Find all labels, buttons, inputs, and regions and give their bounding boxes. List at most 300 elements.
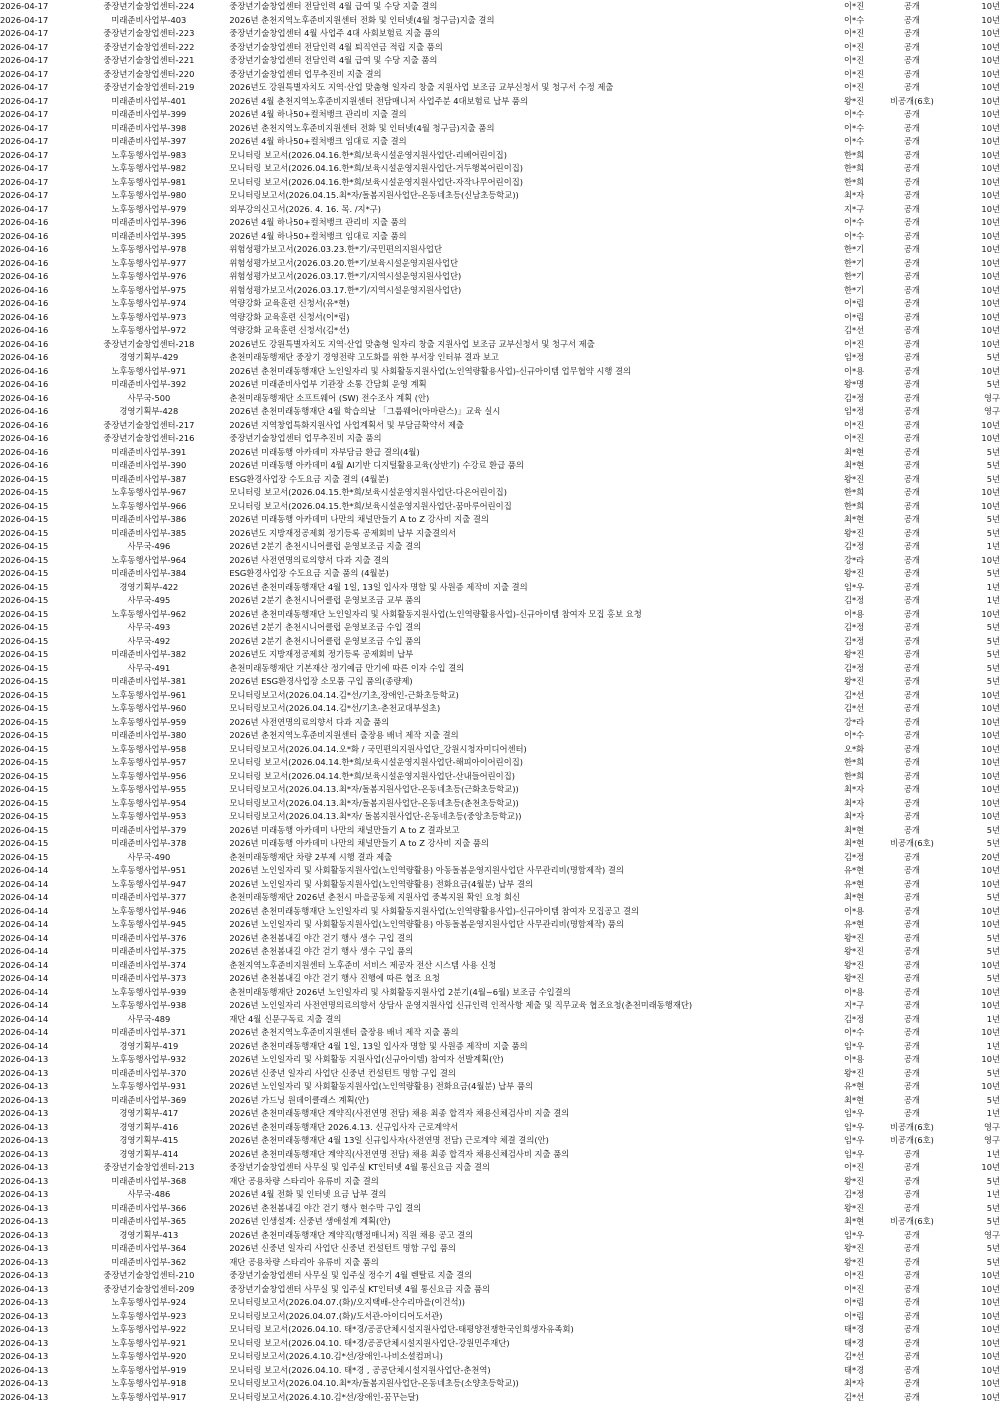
doc-date: 2026-04-13 [0, 1378, 49, 1388]
table-row [0, 459, 1000, 473]
table-row [0, 1229, 1000, 1243]
doc-number: 노후동행사업부-917 [111, 1391, 187, 1402]
author-name: 유*현 [844, 919, 865, 929]
doc-date: 2026-04-15 [0, 595, 49, 605]
table-row [0, 608, 1000, 622]
disclosure-status: 공개 [903, 1040, 920, 1051]
disclosure-status: 공개 [903, 554, 920, 565]
doc-date: 2026-04-13 [0, 1337, 49, 1348]
author-name: 이*림 [844, 1297, 865, 1307]
table-row [0, 1053, 1000, 1067]
table-row [0, 1242, 1000, 1256]
author-name: 김*정 [844, 1013, 865, 1024]
author-name: 임*우 [844, 1040, 865, 1051]
disclosure-status: 공개 [903, 892, 920, 902]
doc-title: 2026년 신중년 일자리 사업단 신중년 컨설턴트 명함 구입 결의 [229, 1067, 456, 1078]
disclosure-status: 공개 [903, 1351, 920, 1361]
disclosure-status: 공개 [903, 379, 920, 389]
doc-date: 2026-04-15 [0, 851, 49, 862]
author-name: 왕*진 [844, 1067, 865, 1078]
doc-number: 노후동행사업부-923 [111, 1310, 187, 1321]
doc-title: 춘천미래동행재단 소프트웨어 (SW) 전수조사 계획 (안) [229, 392, 430, 403]
doc-title: 역량강화 교육훈련 신청서(유*현) [229, 298, 350, 308]
retention-period: 10년 [981, 1297, 1000, 1307]
doc-date: 2026-04-15 [0, 784, 49, 794]
table-row [0, 81, 1000, 95]
doc-number: 사무국-492 [127, 635, 171, 646]
doc-date: 2026-04-17 [0, 109, 49, 119]
author-name: 김*선 [844, 325, 865, 335]
doc-title: 모니터링보고서(2026.04.15.최*자/돌봄지원사업단-온동네초등(신남초등학교)) [229, 190, 519, 200]
table-row [0, 432, 1000, 446]
retention-period: 10년 [981, 338, 1000, 349]
doc-date: 2026-04-13 [0, 1121, 49, 1132]
table-row [0, 1161, 1000, 1175]
doc-number: 노후동행사업부-956 [111, 770, 187, 781]
doc-title: 2026년도 지방재정공제회 정기등록 공제회비 납부 지출결의서 [229, 527, 457, 538]
doc-number: 미래준비사업부-399 [111, 109, 187, 119]
retention-period: 10년 [981, 608, 1000, 619]
doc-number: 미래준비사업부-381 [111, 676, 187, 686]
disclosure-status: 공개 [903, 1283, 920, 1294]
author-name: 김*선 [844, 703, 865, 713]
author-name: 이*림 [844, 1310, 865, 1321]
doc-title: 2026년 춘천미래동행재단 4월 1일, 13일 입사자 명함 및 사원증 제작비 지출 결의 [229, 581, 528, 592]
doc-number: 중장년기술창업센터-210 [103, 1270, 195, 1280]
doc-date: 2026-04-13 [0, 1202, 49, 1213]
doc-title: 2026년 4월 하나50+컬처뱅크 임대료 지출 품의 [229, 230, 407, 241]
retention-period: 10년 [981, 14, 1000, 25]
doc-number: 중장년기술창업센터-224 [103, 1, 195, 11]
table-row [0, 1107, 1000, 1121]
retention-period: 1년 [986, 595, 1000, 605]
doc-number: 미래준비사업부-362 [111, 1256, 187, 1267]
doc-number: 미래준비사업부-374 [111, 959, 187, 970]
table-row [0, 581, 1000, 595]
author-name: 왕*진 [844, 95, 865, 106]
author-name: 이*수 [844, 109, 865, 119]
doc-title: 재단 4월 신문구독료 지출 결의 [229, 1013, 342, 1024]
table-row [0, 689, 1000, 703]
retention-period: 10년 [981, 82, 1000, 92]
retention-period: 영구 [983, 1229, 1000, 1240]
disclosure-status: 공개 [903, 662, 920, 673]
retention-period: 10년 [981, 703, 1000, 713]
doc-date: 2026-04-14 [0, 892, 49, 902]
doc-number: 미래준비사업부-379 [111, 824, 187, 835]
table-row [0, 554, 1000, 568]
doc-date: 2026-04-15 [0, 730, 49, 740]
doc-title: 위험성평가보고서(2026.03.17.한*기/지역시설운영지원사업단) [229, 284, 462, 295]
doc-date: 2026-04-15 [0, 824, 49, 835]
disclosure-status: 공개 [903, 986, 920, 997]
disclosure-status: 공개 [903, 1162, 920, 1172]
table-row [0, 338, 1000, 352]
doc-date: 2026-04-16 [0, 230, 49, 241]
doc-number: 경영기획부-429 [119, 352, 179, 362]
table-row [0, 189, 1000, 203]
doc-date: 2026-04-14 [0, 959, 49, 970]
doc-number: 중장년기술창업센터-221 [103, 55, 195, 65]
doc-date: 2026-04-13 [0, 1270, 49, 1280]
table-row [0, 162, 1000, 176]
author-name: 이*진 [844, 433, 865, 443]
retention-period: 영구 [983, 406, 1000, 416]
doc-title: 모니터링보고서(2026.4.10.김*선/장애인-나비소셜컴퍼니) [229, 1351, 443, 1361]
table-row [0, 1364, 1000, 1378]
retention-period: 5년 [986, 622, 1000, 632]
retention-period: 10년 [981, 1310, 1000, 1321]
doc-number: 중장년기술창업센터-216 [103, 433, 195, 443]
disclosure-status: 공개 [903, 473, 920, 484]
table-row [0, 311, 1000, 325]
disclosure-status: 공개 [903, 1067, 920, 1078]
doc-number: 노후동행사업부-932 [111, 1054, 187, 1064]
retention-period: 5년 [986, 568, 1000, 578]
doc-number: 노후동행사업부-978 [111, 244, 187, 254]
retention-period: 5년 [986, 514, 1000, 524]
table-row [0, 797, 1000, 811]
retention-period: 10년 [981, 1364, 1000, 1375]
doc-number: 미래준비사업부-401 [111, 95, 187, 106]
disclosure-status: 공개 [903, 244, 920, 254]
doc-title: 중장년기술창업센터 4월 사업주 4대 사회보험료 지출 품의 [229, 28, 441, 38]
disclosure-status: 공개 [903, 635, 920, 646]
disclosure-status: 비공개(6호) [890, 838, 934, 848]
author-name: 김*정 [844, 851, 865, 862]
author-name: 태*경 [844, 1337, 865, 1348]
disclosure-status: 공개 [903, 676, 920, 686]
table-row [0, 54, 1000, 68]
author-name: 최*현 [844, 892, 865, 902]
table-row [0, 108, 1000, 122]
doc-date: 2026-04-16 [0, 298, 49, 308]
doc-number: 미래준비사업부-386 [111, 514, 187, 524]
disclosure-status: 공개 [903, 257, 920, 268]
doc-date: 2026-04-13 [0, 1243, 49, 1253]
doc-date: 2026-04-15 [0, 743, 49, 754]
retention-period: 10년 [981, 797, 1000, 808]
retention-period: 5년 [986, 676, 1000, 686]
doc-date: 2026-04-15 [0, 838, 49, 848]
doc-title: 2026년 춘천미래동행재단 노인일자리 및 사회활동지원사업(노인역량활용사업)-신규아이템 참여자 모집 홍보 요청 [229, 608, 642, 619]
retention-period: 5년 [986, 973, 1000, 983]
doc-title: 2026년 신중년 일자리 사업단 신중년 컨설턴트 명함 구입 품의 [229, 1243, 456, 1253]
disclosure-status: 공개 [903, 946, 920, 956]
retention-period: 10년 [981, 770, 1000, 781]
doc-date: 2026-04-16 [0, 244, 49, 254]
retention-period: 5년 [986, 1175, 1000, 1186]
doc-title: 모니터링 보고서(2026.04.14.한*희/보육시설운영지원사업단-산내들어린이집) [229, 770, 515, 781]
doc-date: 2026-04-13 [0, 1162, 49, 1172]
retention-period: 10년 [981, 986, 1000, 997]
doc-number: 미래준비사업부-368 [111, 1175, 187, 1186]
disclosure-status: 공개 [903, 419, 920, 430]
author-name: 이*진 [844, 82, 865, 92]
disclosure-status: 공개 [903, 1175, 920, 1186]
doc-number: 중장년기술창업센터-209 [103, 1283, 195, 1294]
doc-title: 2026년 춘천미래동행재단 노인일자리 및 사회활동지원사업(노인역량활용사업)-신규아이템 업무협약 시행 결의 [229, 365, 632, 376]
disclosure-status: 공개 [903, 122, 920, 133]
disclosure-status: 공개 [903, 406, 920, 416]
table-row [0, 257, 1000, 271]
author-name: 김*정 [844, 1189, 865, 1199]
table-row [0, 527, 1000, 541]
doc-date: 2026-04-17 [0, 203, 49, 214]
retention-period: 10년 [981, 311, 1000, 322]
doc-number: 노후동행사업부-980 [111, 190, 187, 200]
doc-number: 미래준비사업부-369 [111, 1094, 187, 1105]
disclosure-status: 공개 [903, 230, 920, 241]
doc-title: 2026년 춘천미래동행재단 4월 학습의날 「그룹웨어(아마란스)」교육 실시 [229, 406, 501, 416]
retention-period: 5년 [986, 473, 1000, 484]
doc-date: 2026-04-13 [0, 1310, 49, 1321]
doc-date: 2026-04-14 [0, 1027, 49, 1037]
doc-number: 미래준비사업부-387 [111, 473, 187, 484]
doc-date: 2026-04-16 [0, 257, 49, 268]
retention-period: 10년 [981, 203, 1000, 214]
doc-title: 2026년 미래준비사업부 기관장 소통 간담회 운영 계획 [229, 379, 427, 389]
doc-title: 2026년 2분기 춘천시니어클럽 운영보조금 수입 품의 [229, 635, 422, 646]
doc-title: 2026년 노인일자리 및 사회활동지원사업(노인역량활용) 전화요금(4월분) 납부 결의 [229, 878, 533, 889]
table-row [0, 824, 1000, 838]
disclosure-status: 공개 [903, 865, 920, 875]
author-name: 임*우 [844, 1108, 865, 1118]
doc-number: 경영기획부-422 [119, 581, 179, 592]
doc-date: 2026-04-14 [0, 973, 49, 983]
doc-date: 2026-04-16 [0, 325, 49, 335]
author-name: 이*용 [844, 986, 865, 997]
table-row [0, 365, 1000, 379]
doc-date: 2026-04-14 [0, 905, 49, 916]
author-name: 이*수 [844, 136, 865, 146]
doc-title: 2026년 ESG환경사업장 소모품 구입 품의(종량제) [229, 676, 413, 686]
doc-title: 2026년 춘천봄내길 야간 걷기 행사 생수 구입 품의 [229, 946, 414, 956]
table-row [0, 540, 1000, 554]
author-name: 김*정 [844, 635, 865, 646]
retention-period: 1년 [986, 1108, 1000, 1118]
table-row [0, 1350, 1000, 1364]
doc-title: 모니터링보고서(2026.04.07.(화)/도서관-아이디어도서관) [229, 1310, 443, 1321]
doc-number: 노후동행사업부-979 [111, 203, 187, 214]
author-name: 지*구 [844, 1000, 865, 1010]
doc-title: 모니터링보고서(2026.04.13.최*자/ 돌봄지원사업단-온동네초등(중앙초등학교)) [229, 811, 522, 821]
doc-number: 미래준비사업부-376 [111, 932, 187, 943]
author-name: 한*희 [844, 757, 865, 767]
doc-date: 2026-04-14 [0, 878, 49, 889]
doc-title: 중장년기술창업센터 전담인력 4월 급여 및 수당 지출 품의 [229, 55, 438, 65]
table-row [0, 756, 1000, 770]
table-row [0, 594, 1000, 608]
disclosure-status: 공개 [903, 82, 920, 92]
doc-number: 미래준비사업부-396 [111, 217, 187, 227]
author-name: 최*현 [844, 460, 865, 470]
doc-number: 노후동행사업부-955 [111, 784, 187, 794]
author-name: 유*현 [844, 878, 865, 889]
doc-date: 2026-04-15 [0, 662, 49, 673]
doc-title: 역량강화 교육훈련 신청서(김*선) [229, 325, 350, 335]
disclosure-status: 공개 [903, 325, 920, 335]
doc-number: 미래준비사업부-366 [111, 1202, 187, 1213]
disclosure-status: 공개 [903, 1081, 920, 1091]
retention-period: 10년 [981, 730, 1000, 740]
author-name: 이*수 [844, 1027, 865, 1037]
doc-title: 2026년도 강원특별자치도 지역·산업 맞춤형 일자리 창출 지원사업 보조금 교부신청서 및 청구서 수정 제출 [229, 82, 614, 92]
table-row [0, 1269, 1000, 1283]
doc-date: 2026-04-15 [0, 500, 49, 511]
table-row [0, 513, 1000, 527]
doc-date: 2026-04-14 [0, 932, 49, 943]
author-name: 한*희 [844, 149, 865, 160]
retention-period: 10년 [981, 919, 1000, 929]
doc-number: 경영기획부-428 [119, 406, 179, 416]
doc-date: 2026-04-15 [0, 514, 49, 524]
doc-date: 2026-04-16 [0, 433, 49, 443]
disclosure-status: 공개 [903, 298, 920, 308]
disclosure-status: 공개 [903, 446, 920, 457]
disclosure-status: 공개 [903, 1000, 920, 1010]
table-row [0, 621, 1000, 635]
author-name: 최*자 [844, 784, 865, 794]
author-name: 이*수 [844, 217, 865, 227]
author-name: 이*수 [844, 14, 865, 25]
author-name: 한*희 [844, 770, 865, 781]
retention-period: 10년 [981, 68, 1000, 79]
disclosure-status: 공개 [903, 1094, 920, 1105]
table-row [0, 297, 1000, 311]
doc-number: 노후동행사업부-967 [111, 487, 187, 497]
table-row [0, 945, 1000, 959]
disclosure-status: 공개 [903, 55, 920, 65]
retention-period: 1년 [986, 581, 1000, 592]
disclosure-status: 공개 [903, 743, 920, 754]
doc-number: 경영기획부-413 [119, 1229, 179, 1240]
table-row [0, 1040, 1000, 1054]
author-name: 유*현 [844, 865, 865, 875]
disclosure-status: 공개 [903, 433, 920, 443]
author-name: 최*자 [844, 811, 865, 821]
retention-period: 10년 [981, 1283, 1000, 1294]
author-name: 왕*진 [844, 932, 865, 943]
doc-title: 중장년기술창업센터 사무실 및 입주실 KT인터넷 4월 통신요금 지출 결의 [229, 1162, 491, 1172]
doc-number: 미래준비사업부-391 [111, 446, 187, 457]
doc-date: 2026-04-13 [0, 1148, 49, 1159]
table-row [0, 918, 1000, 932]
doc-date: 2026-04-15 [0, 689, 49, 700]
doc-title: 2026년 춘천지역노후준비지원센터 전화 및 인터넷(4월 청구금)지출 결의 [229, 14, 495, 25]
retention-period: 1년 [986, 1148, 1000, 1159]
doc-date: 2026-04-13 [0, 1283, 49, 1294]
author-name: 왕*진 [844, 959, 865, 970]
table-row [0, 878, 1000, 892]
doc-number: 노후동행사업부-958 [111, 743, 187, 754]
doc-title: 위험성평가보고서(2026.03.20.한*기/보육시설운영지원사업단 [229, 257, 458, 268]
table-row [0, 135, 1000, 149]
author-name: 이*진 [844, 1162, 865, 1172]
disclosure-status: 공개 [903, 14, 920, 25]
doc-number: 미래준비사업부-397 [111, 136, 187, 146]
doc-title: 2026년 미래동행 아카데미 나만의 채널만들기 A to Z 강사비 지출 품의 [229, 838, 489, 848]
table-row [0, 1080, 1000, 1094]
retention-period: 영구 [983, 392, 1000, 403]
doc-date: 2026-04-16 [0, 379, 49, 389]
table-row [0, 243, 1000, 257]
retention-period: 5년 [986, 460, 1000, 470]
disclosure-status: 공개 [903, 1148, 920, 1159]
doc-number: 사무국-490 [127, 851, 171, 862]
doc-number: 사무국-493 [127, 622, 171, 632]
disclosure-status: 공개 [903, 851, 920, 862]
author-name: 김*정 [844, 622, 865, 632]
disclosure-status: 공개 [903, 730, 920, 740]
doc-title: ESG환경사업장 수도요금 지출 결의 (4월분) [229, 473, 389, 484]
doc-date: 2026-04-13 [0, 1351, 49, 1361]
table-row [0, 783, 1000, 797]
disclosure-status: 공개 [903, 338, 920, 349]
doc-date: 2026-04-13 [0, 1391, 49, 1402]
doc-number: 노후동행사업부-945 [111, 919, 187, 929]
doc-number: 중장년기술창업센터-223 [103, 28, 195, 38]
doc-title: 재단 공용차량 스타리아 유류비 지출 품의 [229, 1256, 379, 1267]
retention-period: 10년 [981, 298, 1000, 308]
doc-number: 중장년기술창업센터-213 [103, 1162, 195, 1172]
doc-date: 2026-04-17 [0, 163, 49, 173]
disclosure-status: 공개 [903, 622, 920, 632]
author-name: 이*수 [844, 122, 865, 133]
doc-title: 외부강의신고서(2026. 4. 16. 목. /지*구) [229, 203, 381, 214]
doc-title: 2026년 미래동행 아카데미 4월 AI기반 디지털활용교육(상반기) 수강료 환급 품의 [229, 460, 524, 470]
doc-number: 미래준비사업부-398 [111, 122, 187, 133]
table-row [0, 1323, 1000, 1337]
disclosure-status: 공개 [903, 811, 920, 821]
doc-number: 노후동행사업부-920 [111, 1351, 187, 1361]
doc-date: 2026-04-16 [0, 392, 49, 403]
disclosure-status: 공개 [903, 716, 920, 727]
doc-date: 2026-04-15 [0, 473, 49, 484]
author-name: 지*구 [844, 203, 865, 214]
doc-title: 2026년 4월 전화 및 인터넷 요금 납부 결의 [229, 1189, 387, 1199]
table-row [0, 41, 1000, 55]
retention-period: 1년 [986, 1189, 1000, 1199]
doc-title: 중장년기술창업센터 전담인력 4월 퇴직연금 적립 지출 품의 [229, 41, 443, 52]
disclosure-status: 비공개(6호) [890, 1135, 934, 1145]
doc-date: 2026-04-17 [0, 149, 49, 160]
retention-period: 1년 [986, 541, 1000, 551]
table-row [0, 1094, 1000, 1108]
retention-period: 10년 [981, 757, 1000, 767]
doc-number: 노후동행사업부-924 [111, 1297, 187, 1307]
doc-number: 노후동행사업부-982 [111, 163, 187, 173]
doc-title: 2026년 춘천봄내길 야간 걷기 행사 생수 구입 결의 [229, 932, 414, 943]
table-row [0, 743, 1000, 757]
author-name: 최*현 [844, 1216, 865, 1226]
doc-number: 노후동행사업부-959 [111, 716, 187, 727]
author-name: 이*진 [844, 1283, 865, 1294]
retention-period: 10년 [981, 1391, 1000, 1402]
table-row [0, 27, 1000, 41]
doc-number: 중장년기술창업센터-222 [103, 41, 195, 52]
doc-number: 미래준비사업부-365 [111, 1216, 187, 1226]
disclosure-status: 공개 [903, 770, 920, 781]
retention-period: 10년 [981, 1337, 1000, 1348]
table-row [0, 149, 1000, 163]
retention-period: 10년 [981, 365, 1000, 376]
author-name: 이*림 [844, 298, 865, 308]
table-row [0, 675, 1000, 689]
disclosure-status: 공개 [903, 163, 920, 173]
doc-title: 춘천미래동행재단 2026년 춘천시 마을공동체 지원사업 중복지원 확인 요청 회신 [229, 892, 521, 902]
retention-period: 10년 [981, 325, 1000, 335]
